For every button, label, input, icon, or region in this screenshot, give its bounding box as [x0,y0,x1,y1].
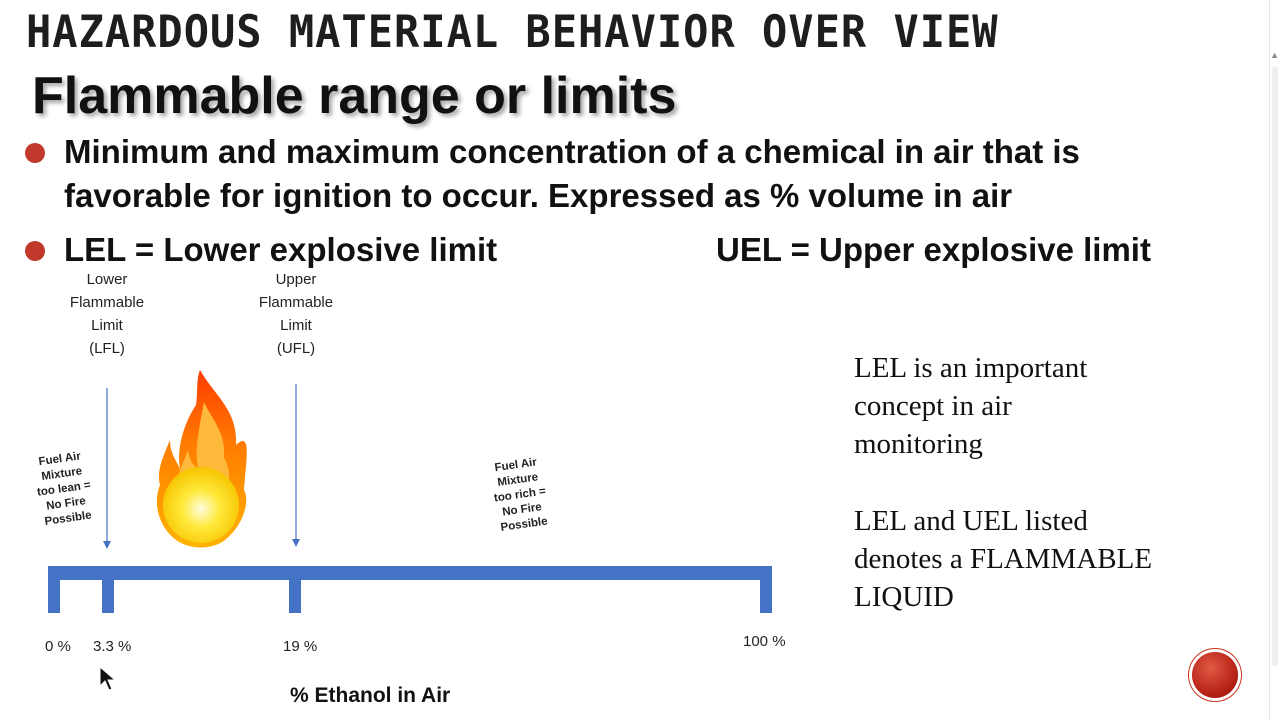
next-slide-button[interactable] [1192,652,1238,698]
ufl-label-line: Flammable [258,294,334,311]
bullet-1-line-2: favorable for ignition to occur. Expressed as % volume in air [64,177,1013,214]
axis-title: % Ethanol in Air [290,684,451,707]
side-note-1-line: LEL is an important [854,352,1088,384]
bullet-2-lel: LEL = Lower explosive limit [64,231,498,268]
side-note-2-line: LIQUID [854,581,954,613]
lfl-label-line: Lower [86,271,128,288]
bullet-2-uel: UEL = Upper explosive limit [716,231,1151,268]
lfl-label-line: Flammable [69,294,145,311]
ufl-arrow [292,384,300,547]
tick-label-100: 100 % [743,633,786,650]
side-note-1-line: monitoring [854,428,983,460]
tick-label-0: 0 % [45,638,71,655]
side-note-2-line: LEL and UEL listed [854,505,1088,537]
rich-note-line: too rich = [493,485,547,505]
lean-note-line: too lean = [36,479,92,499]
fire-icon [157,370,247,548]
rich-note-line: Mixture [496,471,539,489]
rich-note-line: No Fire [501,501,543,519]
side-note-2 [854,502,1152,616]
ufl-label-line: (UFL) [276,340,316,357]
tick-label-19: 19 % [283,638,318,655]
lean-note-line: Possible [43,509,93,528]
tick-label-3-3: 3.3 % [93,638,132,655]
rich-note-line: Fuel Air [493,456,538,475]
mouse-cursor-icon [100,667,115,690]
lfl-label-line: Limit [91,317,123,334]
lfl-arrow [103,388,111,549]
ufl-label-line: Limit [280,317,312,334]
header-title: HAZARDOUS MATERIAL BEHAVIOR OVER VIEW [26,6,999,58]
lean-note-line: Fuel Air [37,450,82,469]
side-note-1-line: concept in air [854,390,1012,422]
scroll-thumb[interactable] [1272,66,1278,666]
side-note-1 [854,349,1087,463]
bullet-1-line-1: Minimum and maximum concentration of a chemical in air that is [64,133,1080,170]
slide-title: Flammable range or limits [32,67,677,125]
lean-note-line: Mixture [40,465,83,483]
concentration-bar [48,566,772,613]
ufl-label-line: Upper [275,271,317,288]
lfl-label-line: (LFL) [89,340,125,357]
scrollbar[interactable] [1269,0,1280,720]
rich-note-line: Possible [499,515,549,534]
side-note-2-line: denotes a FLAMMABLE [854,543,1153,575]
scroll-up-icon[interactable]: ▲ [1270,50,1279,60]
lean-note-line: No Fire [45,495,87,513]
